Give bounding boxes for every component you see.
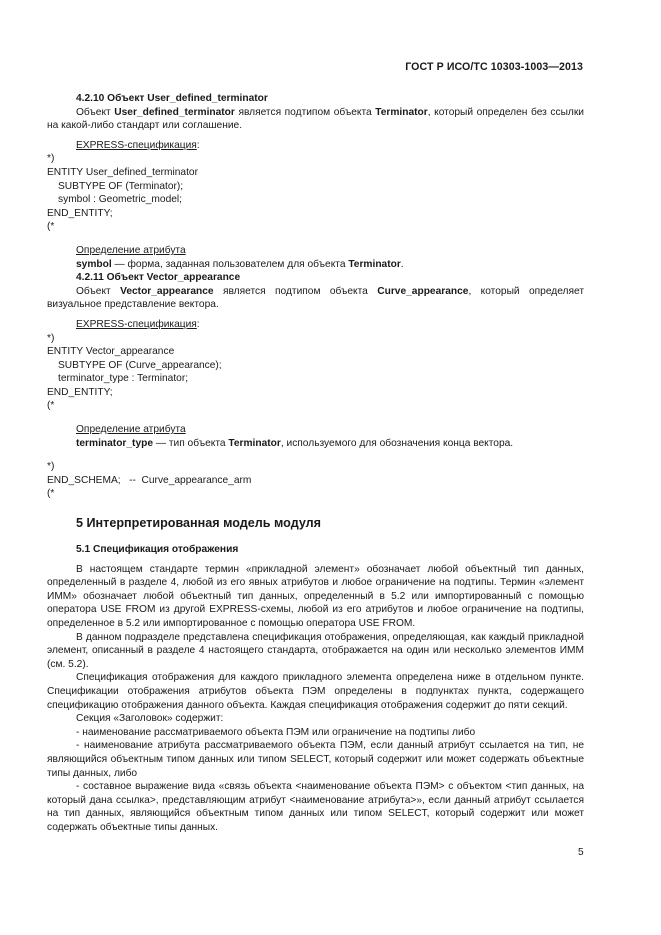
list-item: - наименование рассматриваемого объекта ПЭМ или ограничение на подтипы либо xyxy=(76,726,476,738)
code-line: (* xyxy=(47,221,55,233)
attribute-definition: symbol — форма, заданная пользователем для объекта Terminator. xyxy=(76,258,404,270)
express-spec-label: EXPRESS-спецификация: xyxy=(76,139,200,151)
code-line: ENTITY User_defined_terminator xyxy=(47,166,198,178)
body-paragraph: В настоящем стандарте термин «прикладной элемент» обозначает любой объектный тип данных, определенный в разделе 4, любой из его явных атрибутов и любое ограничение на подтипы. Термин «элемент ИММ» обозначает любой объектный тип данных, определенный в 5.2 или импортированный с помощью оператора USE FROM из другой EXPRESS-схемы, любой из его атрибутов и любое ограничение на подтипы, определенное в 5.2 или импортированное с помощью оператора USE FROM. xyxy=(47,563,584,629)
body-paragraph: Спецификация отображения для каждого прикладного элемента определена ниже в отдельном пункте. Спецификации отображения атрибутов объекта ПЭМ определены в подпунктах пункта, содержащего спецификацию отображения данного объекта. Каждая спецификация отображения содержит до пяти секций. xyxy=(47,672,584,711)
code-line: SUBTYPE OF (Terminator); xyxy=(58,180,184,192)
express-code-block xyxy=(47,332,584,414)
section-paragraph: Объект Vector_appearance является подтипом объекта Curve_appearance, который определяет визуальное представление вектора. xyxy=(47,285,585,311)
body-paragraph: В данном подразделе представлена спецификация отображения, определяющая, как каждый прикладной элемент, описанный в разделе 4 настоящего стандарта, отображается на один или несколько элементов ИММ (см. 5.2). xyxy=(47,631,584,670)
code-line: END_SCHEMA; -- Curve_appearance_arm xyxy=(47,474,252,486)
code-line: *) xyxy=(47,332,55,344)
code-line: ENTITY Vector_appearance xyxy=(47,346,175,358)
attribute-definition-label: Определение атрибута xyxy=(76,244,186,256)
express-code-block xyxy=(47,152,584,234)
attribute-definition-label: Определение атрибута xyxy=(76,424,186,436)
code-line: (* xyxy=(47,488,55,500)
code-line: (* xyxy=(47,400,55,412)
code-line: END_ENTITY; xyxy=(47,207,113,219)
code-line: SUBTYPE OF (Curve_appearance); xyxy=(58,359,222,371)
code-line: terminator_type : Terminator; xyxy=(58,373,189,385)
body-paragraph: Секция «Заголовок» содержит: xyxy=(76,713,224,725)
section-heading-4-2-10: 4.2.10 Объект User_defined_terminator xyxy=(76,93,268,104)
express-spec-label: EXPRESS-спецификация: xyxy=(76,318,200,330)
list-item: - составное выражение вида «связь объекта <наименование объекта ПЭМ> с объектом <тип данных, на который дана ссылка>, представляющим атрибут <наименование атрибута>», если данный атрибут ссылается на тип данных, являющийся объектным типом данных или типом SELECT, который содержит или может содержать объектные типы данных. xyxy=(47,781,584,833)
section-paragraph: Объект User_defined_terminator является подтипом объекта Terminator, который определен без ссылки на какой-либо стандарт или соглашение. xyxy=(47,106,584,132)
page-content xyxy=(47,92,584,835)
code-line: *) xyxy=(47,153,55,165)
code-line: *) xyxy=(47,461,55,473)
section-heading-5-1: 5.1 Спецификация отображения xyxy=(76,544,239,556)
section-heading-4-2-11: 4.2.11 Объект Vector_appearance xyxy=(76,272,241,284)
attribute-definition: terminator_type — тип объекта Terminator, используемого для обозначения конца вектора. xyxy=(76,437,514,449)
section-heading-5: 5 Интерпретированная модель модуля xyxy=(76,516,322,531)
list-item: - наименование атрибута рассматриваемого объекта ПЭМ, если данный атрибут ссылается на тип, не являющийся объектным типом данных или типом SELECT, который содержит или может содержать объектные типы данных, либо xyxy=(47,740,584,779)
page-number: 5 xyxy=(578,847,584,858)
code-line: END_ENTITY; xyxy=(47,386,113,398)
end-schema-block xyxy=(47,460,584,501)
code-line: symbol : Geometric_model; xyxy=(58,194,182,206)
document-id-header: ГОСТ Р ИСО/ТС 10303-1003—2013 xyxy=(405,61,583,73)
